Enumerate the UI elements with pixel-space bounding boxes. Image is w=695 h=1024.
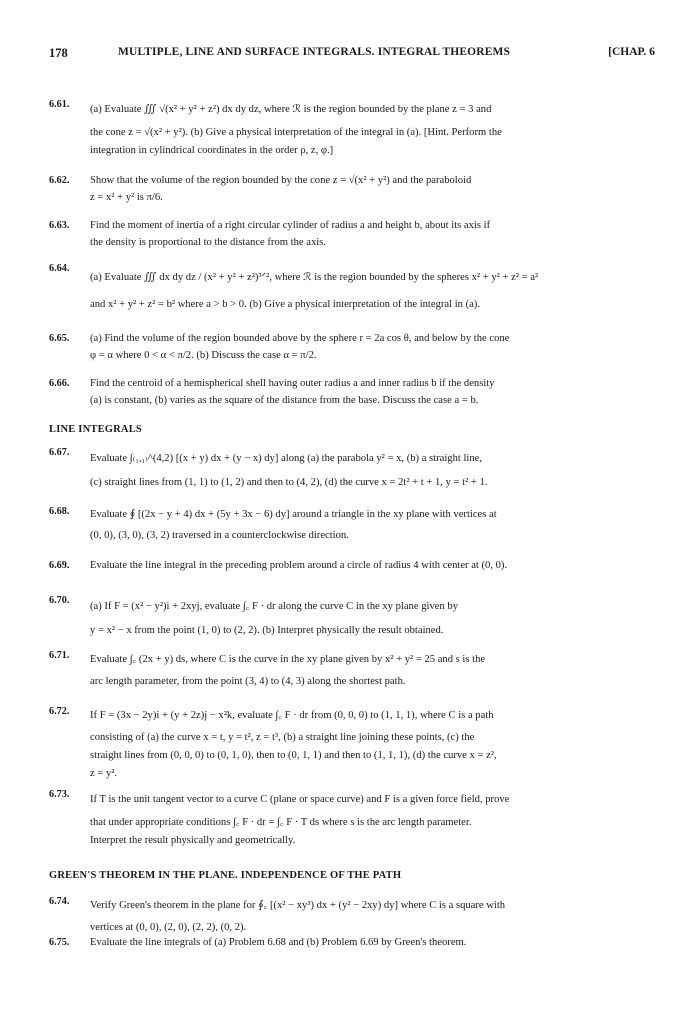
problem-line: If T is the unit tangent vector to a curve C (plane or space curve) and F is a given force field, prove <box>90 794 510 805</box>
problem-number: 6.62. <box>49 175 70 186</box>
problem-line: Show that the volume of the region bounded by the cone z = √(x² + y²) and the paraboloid <box>90 175 472 186</box>
problem-line: Verify Green's theorem in the plane for ∮꜀ [(x² − xy³) dx + (y² − 2xy) dy] where C is a square with <box>90 900 506 911</box>
problem-text <box>90 786 649 850</box>
section-heading-greens-theorem: GREEN'S THEOREM IN THE PLANE. INDEPENDENCE OF THE PATH <box>49 870 402 881</box>
problem-line: the cone z = √(x² + y²). (b) Give a physical interpretation of the integral in (a). [Hint. Perform the <box>90 127 502 138</box>
problem-line: integration in cylindrical coordinates in the order ρ, z, φ.] <box>90 145 334 156</box>
page-header <box>49 46 655 64</box>
problem-number: 6.75. <box>49 937 70 948</box>
problem-line: (a) Evaluate ∭ dx dy dz / (x² + y² + z²)³ᐟ², where ℛ is the region bounded by the spheres x² + y² + z² = a² <box>90 272 539 283</box>
problem-line: y = x² − x from the point (1, 0) to (2, 2). (b) Interpret physically the result obtained. <box>90 625 444 636</box>
problem-line: Evaluate ∫₍₁,₁₎^(4,2) [(x + y) dx + (y − x) dy] along (a) the parabola y² = x, (b) a straight line, <box>90 453 483 464</box>
problem-line: φ = α where 0 < α < π/2. (b) Discuss the case α = π/2. <box>90 350 317 361</box>
problem-number: 6.70. <box>49 595 70 606</box>
problem-line: (a) Find the volume of the region bounded above by the sphere r = 2a cos θ, and below by the cone <box>90 333 510 344</box>
problem-line: and x² + y² + z² = b² where a > b > 0. (b) Give a physical interpretation of the integral in (a). <box>90 299 480 310</box>
problem-line: z = x² + y² is π/6. <box>90 192 163 203</box>
problem-line: Evaluate ∫꜀ (2x + y) ds, where C is the curve in the xy plane given by x² + y² = 25 and s is the <box>90 654 486 665</box>
problem-text <box>90 260 649 314</box>
problem-line: Evaluate ∮ [(2x − y + 4) dx + (5y + 3x − 6) dy] around a triangle in the xy plane with vertices at <box>90 509 497 520</box>
problem-line: straight lines from (0, 0, 0) to (0, 1, 0), then to (0, 1, 1) and then to (1, 1, 1), (d) the curve x = z², <box>90 750 497 761</box>
problem-line: (a) Evaluate ∭ √(x² + y² + z²) dx dy dz, where ℛ is the region bounded by the plane z = 3 and <box>90 104 492 115</box>
problem-line: (a) is constant, (b) varies as the square of the distance from the base. Discuss the case a = b. <box>90 395 479 406</box>
problem-line: z = y². <box>90 768 118 779</box>
problem-number: 6.67. <box>49 447 70 458</box>
page-number: 178 <box>49 46 68 60</box>
problem-line: Interpret the result physically and geometrically. <box>90 835 296 846</box>
problem-text <box>90 96 649 160</box>
problem-line: Find the moment of inertia of a right circular cylinder of radius a and height b, about its axis if <box>90 220 491 231</box>
problem-number: 6.73. <box>49 789 70 800</box>
problem-text <box>90 893 649 937</box>
problem-line: If F = (3x − 2y)i + (y + 2z)j − x²k, evaluate ∫꜀ F · dr from (0, 0, 0) to (1, 1, 1), where C is a path <box>90 710 494 721</box>
problem-line: vertices at (0, 0), (2, 0), (2, 2), (0, 2). <box>90 922 247 933</box>
problem-line: (c) straight lines from (1, 1) to (1, 2) and then to (4, 2), (d) the curve x = 2t² + t + 1, y = t² + 1. <box>90 477 488 488</box>
section-heading-line-integrals: LINE INTEGRALS <box>49 424 142 435</box>
problem-text <box>90 592 649 640</box>
problem-line: Evaluate the line integrals of (a) Problem 6.68 and (b) Problem 6.69 by Green's theorem. <box>90 937 467 948</box>
problem-text <box>90 934 649 951</box>
problem-text <box>90 503 649 545</box>
problem-number: 6.68. <box>49 506 70 517</box>
problem-number: 6.71. <box>49 650 70 661</box>
problem-line: Evaluate the line integral in the preceding problem around a circle of radius 4 with center at (0, 0). <box>90 560 508 571</box>
problem-line: (a) If F = (x² − y²)i + 2xyj, evaluate ∫꜀ F · dr along the curve C in the xy plane given by <box>90 601 458 612</box>
problem-line: Find the centroid of a hemispherical shell having outer radius a and inner radius b if the density <box>90 378 495 389</box>
problem-number: 6.74. <box>49 896 70 907</box>
problem-text <box>90 557 649 574</box>
problem-number: 6.61. <box>49 99 70 110</box>
problem-line: consisting of (a) the curve x = t, y = t², z = t³, (b) a straight line joining these points, (c) the <box>90 732 475 743</box>
chapter-label: [CHAP. 6 <box>608 46 655 58</box>
problem-line: (0, 0), (3, 0), (3, 2) traversed in a counterclockwise direction. <box>90 530 349 541</box>
problem-number: 6.63. <box>49 220 70 231</box>
problem-number: 6.65. <box>49 333 70 344</box>
problem-text <box>90 703 649 783</box>
problem-text <box>90 330 649 365</box>
problem-number: 6.69. <box>49 560 70 571</box>
problem-text <box>90 444 649 492</box>
problem-text <box>90 375 649 410</box>
problem-number: 6.64. <box>49 263 70 274</box>
problem-text <box>90 647 649 691</box>
problem-line: the density is proportional to the distance from the axis. <box>90 237 326 248</box>
problem-text <box>90 217 649 252</box>
running-title: MULTIPLE, LINE AND SURFACE INTEGRALS. INTEGRAL THEOREMS <box>118 46 511 58</box>
problem-number: 6.66. <box>49 378 70 389</box>
problem-line: arc length parameter, from the point (3, 4) to (4, 3) along the shortest path. <box>90 676 406 687</box>
problem-number: 6.72. <box>49 706 70 717</box>
problem-line: that under appropriate conditions ∫꜀ F · dr = ∫꜀ F · T ds where s is the arc length parameter. <box>90 817 472 828</box>
problem-text <box>90 172 649 207</box>
